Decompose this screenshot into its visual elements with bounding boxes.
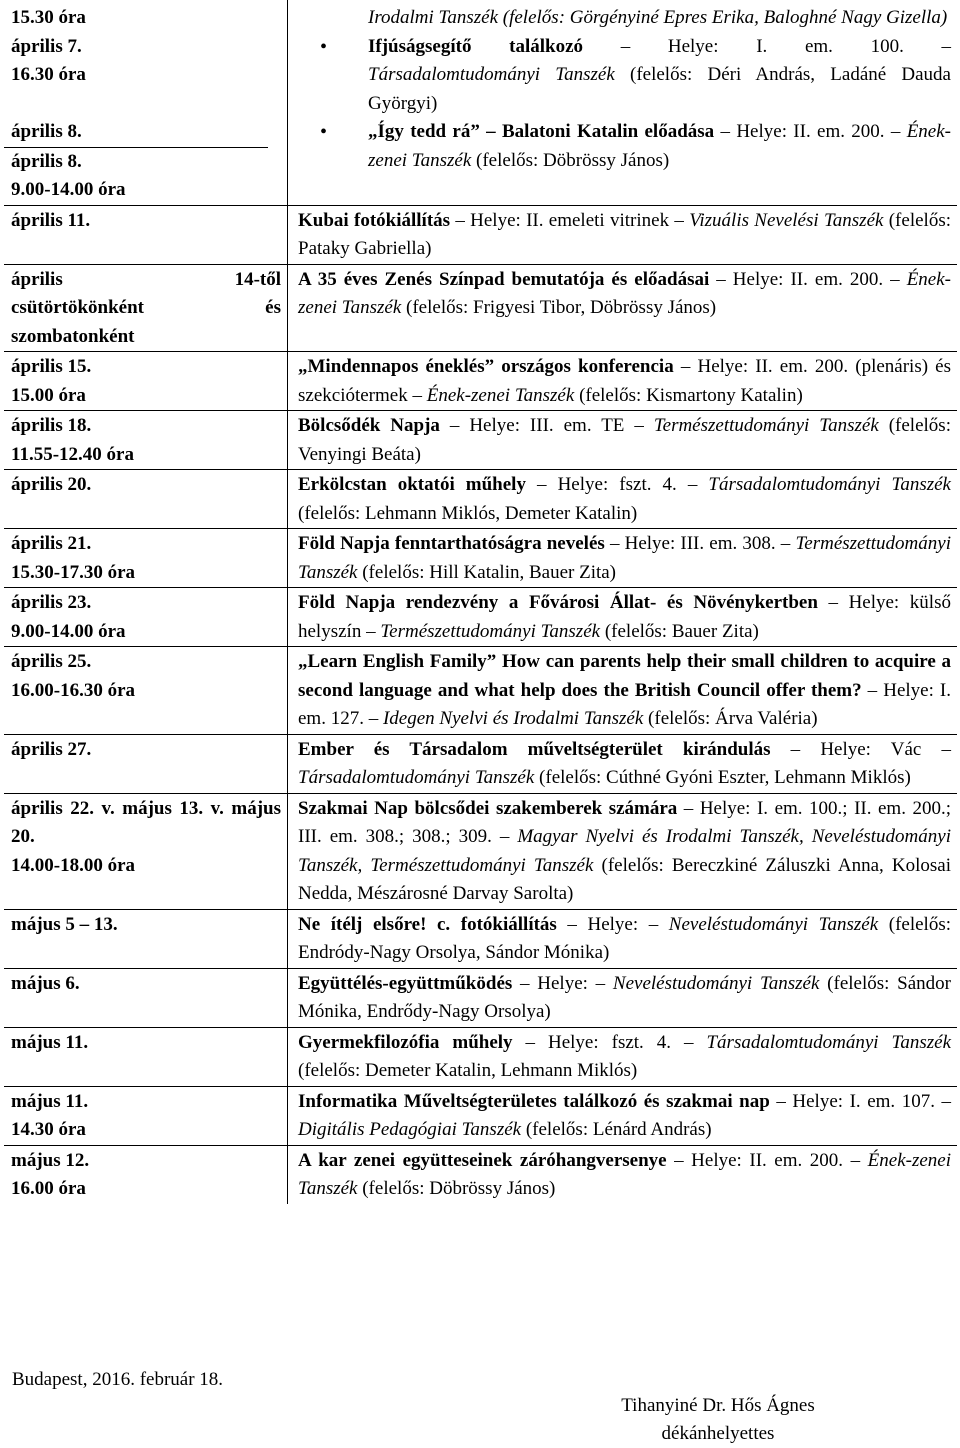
event-responsible: (felelős: Kismartony Katalin) xyxy=(574,384,803,406)
event-responsible: (felelős: Lehmann Miklós, Demeter Katalin) xyxy=(298,502,638,524)
date-line: május 11. xyxy=(11,1031,89,1053)
place-and-date: Budapest, 2016. február 18. xyxy=(12,1369,224,1390)
event-place: – Helye: – xyxy=(556,913,669,935)
event-responsible: (felelős: Frigyesi Tibor, Döbrössy János) xyxy=(401,297,717,318)
table-row xyxy=(4,411,957,470)
event-cell xyxy=(288,1086,958,1145)
date-line: 9.00-14.00 óra xyxy=(11,179,126,200)
event-title: „Így tedd rá” – Balatoni Katalin előadása xyxy=(368,121,715,142)
date-line: április 25. xyxy=(11,651,92,672)
event-cell xyxy=(288,352,958,411)
date-cell xyxy=(4,968,288,1027)
event-responsible: (felelős: Endródy-Nagy Orsolya, Sándor Mónika) xyxy=(298,913,951,963)
event-cell xyxy=(288,264,958,352)
event-title: Ne ítélj elsőre! c. fotókiállítás xyxy=(298,913,557,935)
event-place: – Helye: fszt. 4. – xyxy=(512,1031,707,1053)
event-department: Neveléstudományi Tanszék xyxy=(668,913,879,935)
event-place: – Helye: I. em. 107. – xyxy=(769,1090,952,1112)
date-line: 14.00-18.00 óra xyxy=(11,854,136,876)
date-cell xyxy=(4,411,288,470)
event-department: Társadalomtudományi Tanszék xyxy=(708,474,951,495)
date-line: 15.30-17.30 óra xyxy=(11,561,136,583)
date-line: 16.30 óra xyxy=(11,64,86,85)
event-title: „Learn English Family” How can parents help their small children to acquire a second language and what help does the British Council offer them? xyxy=(298,651,951,701)
event-cell xyxy=(288,909,958,968)
event-cell xyxy=(288,793,958,909)
date-line: 9.00-14.00 óra xyxy=(11,620,126,642)
event-responsible: (felelős: Lénárd András) xyxy=(521,1119,712,1140)
date-line: április 8. xyxy=(11,121,82,142)
date-line: április 23. xyxy=(11,592,92,613)
event-place: – Helye: I. em. 127. – xyxy=(298,679,951,729)
table-row xyxy=(4,588,957,647)
event-cell xyxy=(288,588,958,647)
event-title: Informatika Műveltségterületes találkozó és szakmai nap xyxy=(298,1090,770,1112)
event-place: – Helye: I. em. 100.; II. em. 200.; III. em. 308.; 308.; 309. – xyxy=(298,797,951,847)
date-cell xyxy=(4,352,288,411)
date-line: május 11. xyxy=(11,1090,89,1112)
event-title: Erkölcstan oktatói műhely xyxy=(298,474,526,495)
event-place: – Helye: II. em. 200. – xyxy=(666,1149,868,1171)
event-department: Ének-zenei Tanszék xyxy=(368,121,952,171)
event-title: Szakmai Nap bölcsődei szakemberek számára xyxy=(298,797,678,819)
event-place: – Helye: III. em. TE – xyxy=(439,415,654,436)
event-title: Föld Napja rendezvény a Fővárosi Állat- és Növénykertben xyxy=(298,592,818,613)
event-cell xyxy=(288,1145,958,1204)
event-department: Digitális Pedagógiai Tanszék xyxy=(298,1119,522,1140)
event-department: Vizuális Nevelési Tanszék xyxy=(689,209,884,231)
event-responsible: (felelős: Árva Valéria) xyxy=(643,708,818,729)
event-responsible: (felelős: Sándor Mónika, Endrődy-Nagy Orsolya) xyxy=(298,972,951,1022)
event-title: Föld Napja fenntarthatóságra nevelés xyxy=(298,533,605,554)
event-responsible: (felelős: Döbrössy János) xyxy=(357,1178,556,1199)
event-cell xyxy=(288,0,958,205)
event-title: Kubai fotókiállítás xyxy=(298,209,451,231)
date-line: április 20. xyxy=(11,474,92,495)
event-department: Ének-zenei Tanszék xyxy=(298,1149,951,1199)
event-responsible: (felelős: Cúthné Gyóni Eszter, Lehmann Miklós) xyxy=(534,767,911,788)
table-row xyxy=(4,793,957,909)
signature-block xyxy=(598,1392,838,1448)
date-line: április 15. xyxy=(11,356,92,377)
event-department: Neveléstudományi Tanszék xyxy=(612,972,820,994)
table-row xyxy=(4,734,957,793)
date-cell xyxy=(4,1145,288,1204)
event-place: – Helye: II. em. 200. – xyxy=(709,268,907,290)
event-place: – Helye: fszt. 4. – xyxy=(525,474,709,495)
date-cell xyxy=(4,588,288,647)
date-line: 16.00-16.30 óra xyxy=(11,679,136,701)
date-cell xyxy=(4,909,288,968)
date-line: 14.30 óra xyxy=(11,1119,86,1140)
date-line: április 27. xyxy=(11,738,92,760)
date-cell xyxy=(4,1086,288,1145)
event-department: Ének-zenei Tanszék xyxy=(298,268,951,318)
event-department: Társadalomtudományi Tanszék xyxy=(298,767,535,788)
table-row xyxy=(4,205,957,264)
table-row xyxy=(4,352,957,411)
justified-line: • Ifjúságsegítő találkozó – Helye: I. em. 100. – xyxy=(368,35,951,57)
date-line: április 18. xyxy=(11,415,92,436)
event-responsible: (felelős: Hill Katalin, Bauer Zita) xyxy=(357,561,617,583)
event-place: – Helye: II. emeleti vitrinek – xyxy=(450,209,690,231)
date-cell xyxy=(4,529,288,588)
table-row xyxy=(4,647,957,735)
event-responsible: (felelős: Demeter Katalin, Lehmann Miklós) xyxy=(298,1060,638,1081)
event-cell xyxy=(288,734,958,793)
event-title: Együttélés-együttműködés xyxy=(298,972,513,994)
date-line: április 21. xyxy=(11,533,92,554)
event-title: A kar zenei együtteseinek záróhangversenye xyxy=(298,1149,667,1171)
event-title: „Mindennapos éneklés” országos konferencia xyxy=(298,356,674,377)
event-department: Magyar Nyelvi és Irodalmi Tanszék, Neveléstudományi Tanszék, Természettudományi Tanszék xyxy=(298,826,951,876)
date-line: 16.00 óra xyxy=(11,1178,86,1199)
event-department: Társadalomtudományi Tanszék xyxy=(368,64,615,85)
event-department: Idegen Nyelvi és Irodalmi Tanszék xyxy=(382,708,644,729)
event-place: – Helye: – xyxy=(512,972,613,994)
date-line: 11.55-12.40 óra xyxy=(11,443,134,465)
date-cell xyxy=(4,205,288,264)
date-cell xyxy=(4,470,288,529)
date-line: 15.30 óra xyxy=(11,7,86,28)
date-line: 15.00 óra xyxy=(11,384,86,406)
table-row xyxy=(4,968,957,1027)
event-responsible: (felelős: Bauer Zita) xyxy=(600,620,759,642)
event-title: A 35 éves Zenés Színpad bemutatója és előadásai xyxy=(298,268,710,290)
event-place: – Helye: Vác – xyxy=(770,738,951,760)
event-department: Természettudományi Tanszék xyxy=(298,533,951,583)
date-line: április 22. v. május 13. v. május 20. xyxy=(11,797,281,847)
event-department: Természettudományi Tanszék xyxy=(380,620,601,642)
date-line: május 12. xyxy=(11,1149,90,1171)
date-cell xyxy=(4,793,288,909)
event-cell xyxy=(288,529,958,588)
event-responsible: (felelős: Döbrössy János) xyxy=(471,149,670,171)
event-responsible: (felelős: Pataky Gabriella) xyxy=(298,209,951,259)
event-responsible: (felelős: Bereczkiné Záluszki Anna, Kolosai Nedda, Mészárosné Darvay Sarolta) xyxy=(298,854,951,904)
table-row xyxy=(4,529,957,588)
event-cell xyxy=(288,470,958,529)
event-cell xyxy=(288,1027,958,1086)
table-row xyxy=(4,1145,957,1204)
event-place: – Helye: III. em. 308. – xyxy=(604,533,796,554)
signer-title: dékánhelyettes xyxy=(661,1423,775,1444)
date-line: április 11. xyxy=(11,209,91,231)
date-cell xyxy=(4,734,288,793)
event-bullet-list xyxy=(298,33,951,176)
event-place: – Helye: külső helyszín – xyxy=(298,592,951,642)
event-title: Ember és Társadalom műveltségterület kirándulás xyxy=(298,738,771,760)
event-title: Bölcsődék Napja xyxy=(298,415,440,436)
event-department-continued: Irodalmi Tanszék (felelős: Görgényiné Epres Erika, Baloghné Nagy Gizella) xyxy=(368,7,948,28)
table-row xyxy=(4,470,957,529)
signer-name: Tihanyiné Dr. Hős Ágnes xyxy=(621,1395,815,1416)
date-line: április 7. xyxy=(11,35,82,57)
table-row xyxy=(4,264,957,352)
list-item xyxy=(368,33,951,119)
date-line: május 5 – 13. xyxy=(11,913,118,935)
table-row xyxy=(4,0,957,205)
event-responsible: (felelős: Déri András, Ladáné Dauda Györgyi) xyxy=(368,64,951,114)
event-department: Ének-zenei Tanszék xyxy=(426,384,575,406)
list-item xyxy=(368,118,951,175)
date-cell xyxy=(4,0,288,205)
event-cell xyxy=(288,411,958,470)
date-cell xyxy=(4,647,288,735)
event-place: – Helye: II. em. 200. – xyxy=(714,121,907,142)
table-row xyxy=(4,909,957,968)
date-line: május 6. xyxy=(11,972,80,994)
event-department: Társadalomtudományi Tanszék xyxy=(706,1031,952,1053)
event-responsible: (felelős: Venyingi Beáta) xyxy=(298,415,951,465)
event-schedule-table xyxy=(4,0,957,1204)
event-cell xyxy=(288,647,958,735)
date-cell xyxy=(4,1027,288,1086)
event-cell xyxy=(288,968,958,1027)
event-department: Természettudományi Tanszék xyxy=(653,415,879,436)
event-title: Gyermekfilozófia műhely xyxy=(298,1031,513,1053)
table-row xyxy=(4,1027,957,1086)
event-place: – Helye: II. em. 200. (plenáris) és szekciótermek – xyxy=(298,356,951,406)
event-cell xyxy=(288,205,958,264)
table-row xyxy=(4,1086,957,1145)
date-line: április 8. xyxy=(11,150,82,172)
date-cell: április 14-től csütörtökönként és szombatonként xyxy=(4,264,288,352)
